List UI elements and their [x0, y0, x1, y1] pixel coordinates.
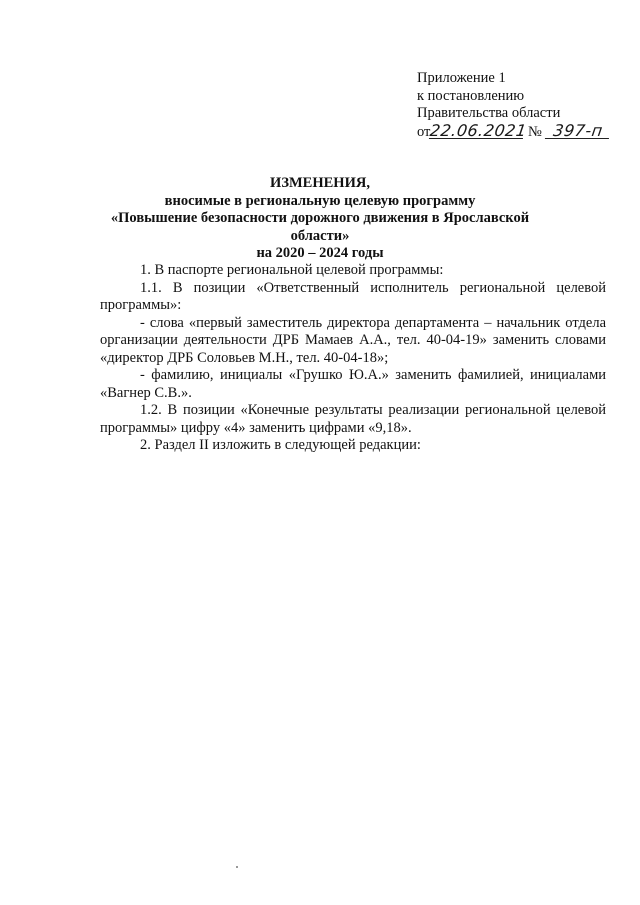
paragraph: 1.1. В позиции «Ответственный исполнитель региональной целевой программы»: [100, 279, 606, 313]
document-title [80, 175, 560, 263]
handwritten-date: 22.06.2021 [429, 120, 529, 140]
paragraph: 2. Раздел II изложить в следующей редакции: [140, 437, 421, 453]
paragraph: 1. В паспорте региональной целевой программы: [140, 262, 444, 278]
title-line-4: на 2020 – 2024 годы [256, 245, 384, 261]
handwritten-number: 397-п [545, 123, 611, 139]
document-body [100, 262, 606, 455]
paragraph: - фамилию, инициалы «Грушко Ю.А.» заменить фамилией, инициалами «Вагнер С.В.». [100, 367, 606, 401]
title-line-2: вносимые в региональную целевую программу [164, 192, 476, 209]
appendix-date-line [417, 120, 617, 142]
appendix-block [417, 70, 617, 141]
scan-speck [236, 866, 238, 868]
number-sign: № [528, 123, 542, 140]
appendix-line-3: Правительства области [417, 105, 561, 121]
appendix-line-2: к постановлению [417, 87, 525, 104]
appendix-line-1: Приложение 1 [417, 70, 506, 86]
title-heading: ИЗМЕНЕНИЯ, [270, 175, 370, 191]
paragraph: - слова «первый заместитель директора департамента – начальник отдела организации деятельности ДРБ Мамаев А.А., тел. 40-04-19» заменить словами «директор ДРБ Соловьев М.Н., тел. 40-04-18»; [100, 314, 606, 366]
from-prefix: от [417, 123, 431, 140]
paragraph: 1.2. В позиции «Конечные результаты реализации региональной целевой программы» цифру «4» заменить цифрами «9,18». [100, 402, 606, 436]
title-line-3: «Повышение безопасности дорожного движения в Ярославской области» [110, 210, 530, 244]
